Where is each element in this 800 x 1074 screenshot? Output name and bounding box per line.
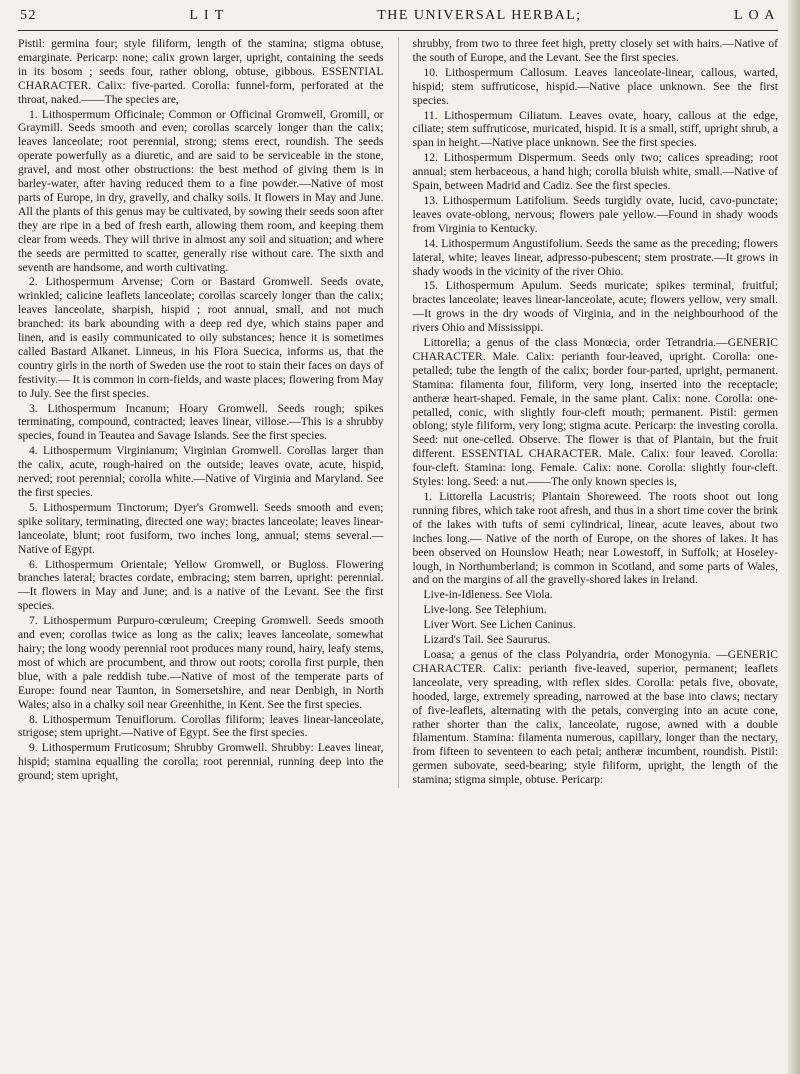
paragraph: 3. Lithospermum Incanum; Hoary Gromwell. Seeds rough; spikes terminating, compound, contracted; leaves linear, villose.—This is a shrubby species, found in Teautea and Savage Islands. See the first species. xyxy=(18,401,384,443)
paragraph: 10. Lithospermum Callosum. Leaves lanceolate-linear, callous, warted, hispid; stem suffruticose, hispid.—Native place unknown. See the first species. xyxy=(412,65,779,107)
header-rule xyxy=(18,30,778,31)
text-columns xyxy=(18,37,778,788)
paragraph: 8. Lithospermum Tenuiflorum. Corollas filiform; leaves linear-lanceolate, strigose; stem upright.—Native of Egypt. See the first species. xyxy=(18,712,384,740)
paragraph: 13. Lithospermum Latifolium. Seeds turgidly ovate, lucid, cavo-punctate; leaves ovate-oblong, nervous; flowers pale yellow.—Found in shady woods from Virginia to Kentucky. xyxy=(412,193,779,235)
left-column xyxy=(18,37,384,788)
cross-reference: Live-in-Idleness. See Viola. xyxy=(423,588,553,602)
page-number: 52 xyxy=(20,8,37,23)
paragraph: Littorella; a genus of the class Monœcia, order Tetrandria.—GENERIC CHARACTER. Male. Calix: perianth four-leaved, upright. Corolla: one-petalled; tube the length of the calix; border four-parted, upright, permanent. Stamina: filamenta four, filiform, very long, inserted into the receptacle; antheræ heart-shaped. Female, in the same plant. Calix: none. Corolla: one-petalled, conic, with slightly four-cleft mouth; permanent. Pistil: germen oblong; style filiform, very long; stigma acute. Pericarp: the investing corolla. Seed: nut one-celled. Observe. The flower is that of Plantain, but the fruit different. ESSENTIAL CHARACTER. Male. Calix: four leaved. Corolla: four-cleft. Stamina: long. Female. Calix: none. Corolla: slightly four-cleft. Styles: long. Seed: a nut.——The only known species is, xyxy=(412,336,779,489)
paragraph: shrubby, from two to three feet high, pretty closely set with hairs.—Native of the south of Europe, and the Levant. See the first species. xyxy=(412,37,779,64)
paragraph: Pistil: germina four; style filiform, length of the stamina; stigma obtuse, emarginate. Pericarp: none; calix grown larger, upright, containing the seeds in its bosom ; seeds four, rather oblong, obtuse, gibbous. ESSENTIAL CHARACTER. Calix: five-parted. Corolla: funnel-form, perforated at the throat, naked.——The species are, xyxy=(18,37,384,106)
paragraph: 1. Littorella Lacustris; Plantain Shoreweed. The roots shoot out long running fibres, which take root afresh, and thus in a short time cover the brink of the lakes with tufts of semi cylindrical, linear, acute leaves, about two inches long.— Native of the north of Europe, on the shores of lakes. It has been observed on Hounslow Heath; near Lowestoff, in Suffolk; at Hoseley-lough, in Northumberland; is common in Scotland, and some parts of Wales, and on the margins of all the gravelly-shored lakes in Ireland. xyxy=(412,490,779,587)
cross-reference: Lizard's Tail. See Saururus. xyxy=(423,633,551,647)
paragraph: 12. Lithospermum Dispermum. Seeds only two; calices spreading; root annual; stem herbaceous, a hand high; corolla bluish white, small.—Native of Spain, between Madrid and Cadiz. See the first species. xyxy=(412,151,779,193)
book-title: THE UNIVERSAL HERBAL; xyxy=(377,8,582,23)
book-page xyxy=(18,8,778,1066)
paragraph: 14. Lithospermum Angustifolium. Seeds the same as the preceding; flowers lateral, white; leaves linear, adpresso-pubescent; stem prostrate.—It grows in shady woods in the vicinity of the river Ohio. xyxy=(412,236,779,278)
column-divider xyxy=(398,37,399,788)
cross-reference: Liver Wort. See Lichen Caninus. xyxy=(423,618,576,632)
paragraph: Loasa; a genus of the class Polyandria, order Monogynia. —GENERIC CHARACTER. Calix: perianth five-leaved, superior, permanent; leaflets lanceolate, very spreading, with reflex sides. Corolla: petals five, obovate, hooded, large, extremely spreading, narrowed at the base into claws; nectary of five-leaflets, alternating with the petals, converging into an acute cone, rather shorter than the calix, lanceolate, rugose, awned with a double filamentum. Stamina: filamenta numerous, capillary, longer than the nectary, from fifteen to seventeen to each petal; antheræ incumbent, roundish. Pistil: germen subovate, seed-bearing; style filiform, upright, the length of the stamina; stigma simple, obtuse. Pericarp: xyxy=(412,647,779,787)
page-edge-shadow xyxy=(788,0,800,1074)
paragraph: 11. Lithospermum Ciliatum. Leaves ovate, hoary, callous at the edge, ciliate; stem suffruticose, muricated, hispid. It is a small, stiff, upright shrub, a span in height.—Native place unknown. See the first species. xyxy=(412,108,779,150)
paragraph: 9. Lithospermum Fruticosum; Shrubby Gromwell. Shrubby: Leaves linear, hispid; stamina equalling the corolla; root perennial, running deep into the ground; stem upright, xyxy=(18,741,384,783)
paragraph: 5. Lithospermum Tinctorum; Dyer's Gromwell. Seeds smooth and even; spike solitary, terminating, directed one way; bractes lanceolate; leaves linear-lanceolate, blunt; root fusiform, two inches long, annual; stems several.— Native of Egypt. xyxy=(18,500,384,556)
right-column xyxy=(413,37,779,788)
cross-reference: Live-long. See Telephium. xyxy=(423,603,547,617)
paragraph: 6. Lithospermum Orientale; Yellow Gromwell, or Bugloss. Flowering branches lateral; bractes cordate, embracing; stem barren, upright: perennial.—It flowers in May and June; and is a native of the Levant. See the first species. xyxy=(18,557,384,613)
right-head-word: L O A xyxy=(734,8,776,23)
left-head-word: L I T xyxy=(189,8,225,23)
paragraph: 2. Lithospermum Arvense; Corn or Bastard Gromwell. Seeds ovate, wrinkled; calicine leaflets lanceolate; corollas scarcely longer than the calix; leaves lanceolate, sharpish, hispid ; root annual, small, and not much branched: its bark abounding with a deep red dye, which stains paper and linen, and is easily communicated to oily substances; hence it is sometimes called Bastard Alkanet. Linneus, in his Flora Suecica, informs us, that the country girls in the north of Sweden use the root to stain their faces on days of festivity.— It is common in corn-fields, and waste places; flowering from May to July. See the first species. xyxy=(18,275,384,400)
paragraph: 7. Lithospermum Purpuro-cœruleum; Creeping Gromwell. Seeds smooth and even; corollas twice as long as the calix; leaves lanceolate, somewhat hairy; the long woody perennial root produces many round, hairy, leafy stems, most of which are procumbent, and throw out roots; corolla first purple, then blue, with a pale reddish tube.—Native of most of the temperate parts of Europe: found near Taunton, in Somersetshire, and near Denbigh, in North Wales; also in a chalky soil near Greenhithe, in Kent. See the first species. xyxy=(18,614,384,711)
paragraph: 4. Lithospermum Virginianum; Virginian Gromwell. Corollas larger than the calix, acute, rough-haired on the outside; leaves ovate, acute, hispid, nerved; root perennial; corolla white.—Native of Virginia and Maryland. See the first species. xyxy=(18,444,384,499)
paragraph: 15. Lithospermum Apulum. Seeds muricate; spikes terminal, fruitful; bractes lanceolate; leaves linear-lanceolate, acute; flowers yellow, very small.—It grows in the dry woods of Virginia, and in the neighbourhood of the rivers Ohio and Mississippi. xyxy=(412,279,779,335)
running-head xyxy=(18,8,778,28)
paragraph: 1. Lithospermum Officinale; Common or Officinal Gromwell, Gromill, or Graymill. Seeds smooth and even; corollas scarcely longer than the calix; leaves lanceolate; root perennial, strong; stems erect, roundish. The seeds operate powerfully as a diuretic, and are said to be serviceable in the stone, gravel, and most other obstructions: the best method of giving them is in barley-water, after having reduced them to a fine powder.—Native of most parts of Europe, in dry, gravelly, and chalky soils. It flowers in May and June. All the plants of this genus may be cultivated, by sowing their seeds soon after they are ripe in a bed of fresh earth, allowing them room, and keeping them clear from weeds. They will thrive in almost any soil and situation; and where the seeds are permitted to scatter, generally rise without care. The sixth and seventh are handsome, and worth cultivating. xyxy=(18,107,384,274)
